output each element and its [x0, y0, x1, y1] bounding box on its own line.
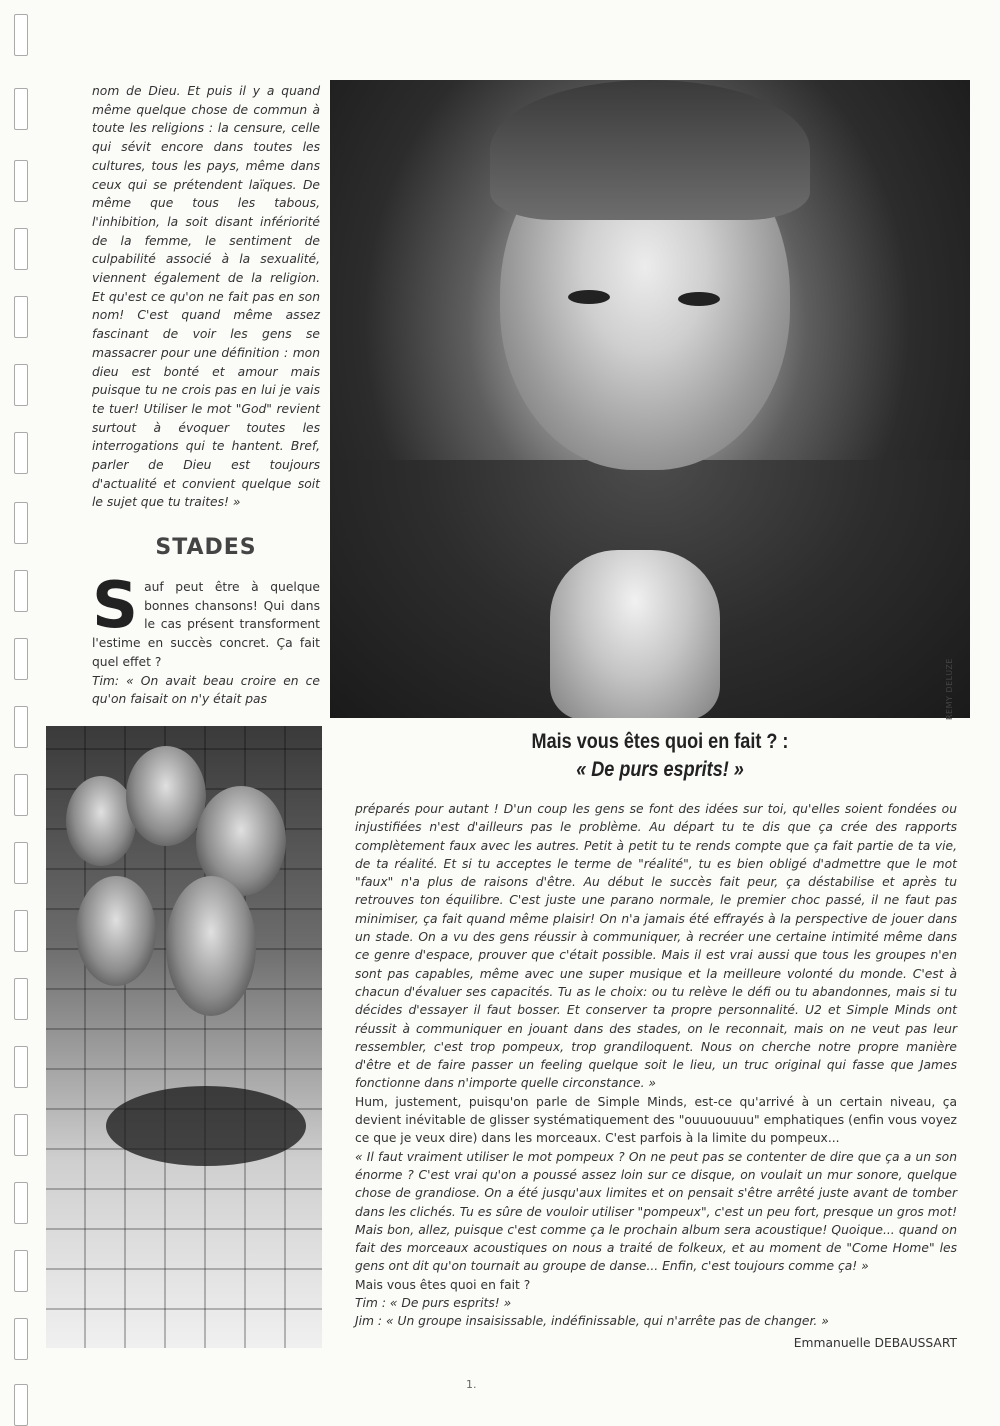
section-heading-stades: STADES — [155, 535, 257, 560]
intro-paragraph: nom de Dieu. Et puis il y a quand même quelque chose de commun à toute les religions : la censure, celle qui sévit encore dans toutes les cultures, tous les pays, même dans ceux qui se prétendent laïques. De même que tous les tabous, l'inhibition, la soit disant infériorité de la femme, le sentiment de culpabilité associé à la sexualité, viennent également de la religion. Et qu'est ce qu'on ne fait pas en son nom! C'est quand même assez fascinant de voir les gens se massacrer pour une définition : mon dieu est bonté et amour mais puisque tu ne crois pas en lui je vais te tuer! Utiliser le mot "God" revient surtout à évoquer toutes les interrogations qui te hantent. Bref, parler de Dieu est toujours d'actualité et convient quelque soit le sujet que tu traites! » — [92, 84, 320, 510]
author-signature: Emmanuelle DEBAUSSART — [793, 1336, 957, 1350]
portrait-photo — [330, 80, 970, 718]
stades-answer-start: Tim: « On avait beau croire en ce qu'on faisait on n'y était pas — [92, 673, 320, 707]
body-question-2: Hum, justement, puisqu'on parle de Simple Minds, est-ce qu'arrivé à un certain niveau, ça devient inévitable de glisser systématiquement des "ouuuouuuu" emphatiques (enfin vous voyez ce que je veux dire) dans les morceaux. C'est parfois à la limite du pompeux... — [355, 1094, 957, 1146]
body-answer-2: « Il faut vraiment utiliser le mot pompeux ? On ne peut pas se contenter de dire que ça a un son énorme ? C'est vrai qu'on a poussé assez loin sur ce disque, on voulait un mur sonore, quelque chose de grandiose. On a été jusqu'aux limites et on pensait s'être arrêté juste avant de tomber dans les clichés. Tu es sûre de vouloir utiliser "pompeux", c'est un peu fort, presque un gros mot! Mais bon, allez, puisque c'est comme ça le prochain album sera acoustique! Quoique... quand on fait des morceaux acoustiques on nous a traité de folkeux, et au moment de "Come Home" les gens ont dit qu'on tournait au groupe de danse... Enfin, c'est toujours comme ça! » — [355, 1149, 957, 1274]
page-number: 1. — [466, 1378, 477, 1391]
body-answer-3-jim: Jim : « Un groupe insaisissable, indéfinissable, qui n'arrête pas de changer. » — [355, 1314, 829, 1329]
body-answer-3-tim: Tim : « De purs esprits! » — [355, 1296, 512, 1311]
title-main: Mais vous êtes quoi en fait ? : — [531, 730, 789, 753]
band-group-photo — [46, 726, 322, 1348]
article-title — [402, 728, 918, 784]
binder-holes — [14, 0, 30, 1420]
stades-section — [92, 569, 320, 709]
body-question-3: Mais vous êtes quoi en fait ? — [355, 1277, 531, 1292]
article-body — [355, 800, 957, 1331]
title-sub: « De purs esprits! » — [576, 758, 744, 781]
body-answer-1: préparés pour autant ! D'un coup les gens se font des idées sur toi, qu'elles soient fondées ou injustifiées n'est d'ailleurs pas le problème. Au départ tu te dis que ça crée des rapports complètement faux avec les autres. Petit à petit tu te rends compte que ça fait partie de ta vie, de ta réalité. Et si tu acceptes le terme de "réalité", tu es bien obligé d'admettre que le mot "faux" n'a plus de raisons d'être. Au début le succès fait peur, ça déstabilise et après tu retrouves ton équilibre. C'est juste une parano normale, le premier choc passé, il ne faut pas minimiser, ça fait quand même plaisir! On n'a jamais été effrayés à la perspective de jouer dans un stade. On a vu des gens réussir à communiquer, à recréer une certaine intimité même dans ce genre d'espace, prouver que c'était possible. Mais il est vrai aussi que tous les groupes n'en sont pas capables, même avec une super musique et la meilleure volonté du monde. C'est à chacun d'évaluer ses capacités. Tu as le choix: ou tu relève le défi ou tu abandonnes, mais si tu décides d'essayer il faut bosser. Et conserver ta propre personnalité. U2 et Simple Minds ont réussit à communiquer en jouant dans des stades, on le reconnait, mais on ne veut pas leur ressembler, c'est trop pompeux, trop grandiloquent. Nous on cherche notre propre manière d'être et de faire passer un feeling quelque soit le lieu, un truc original qui fasse que James fonctionne dans n'importe quelle circonstance. » — [355, 802, 957, 1091]
photo-credit: REMY DELUZE — [945, 658, 954, 720]
drop-cap: S — [92, 569, 139, 643]
stades-question: auf peut être à quelque bonnes chansons! Qui dans le cas présent transforment l'estime en succès concret. Ça fait quel effet ? — [92, 580, 320, 669]
